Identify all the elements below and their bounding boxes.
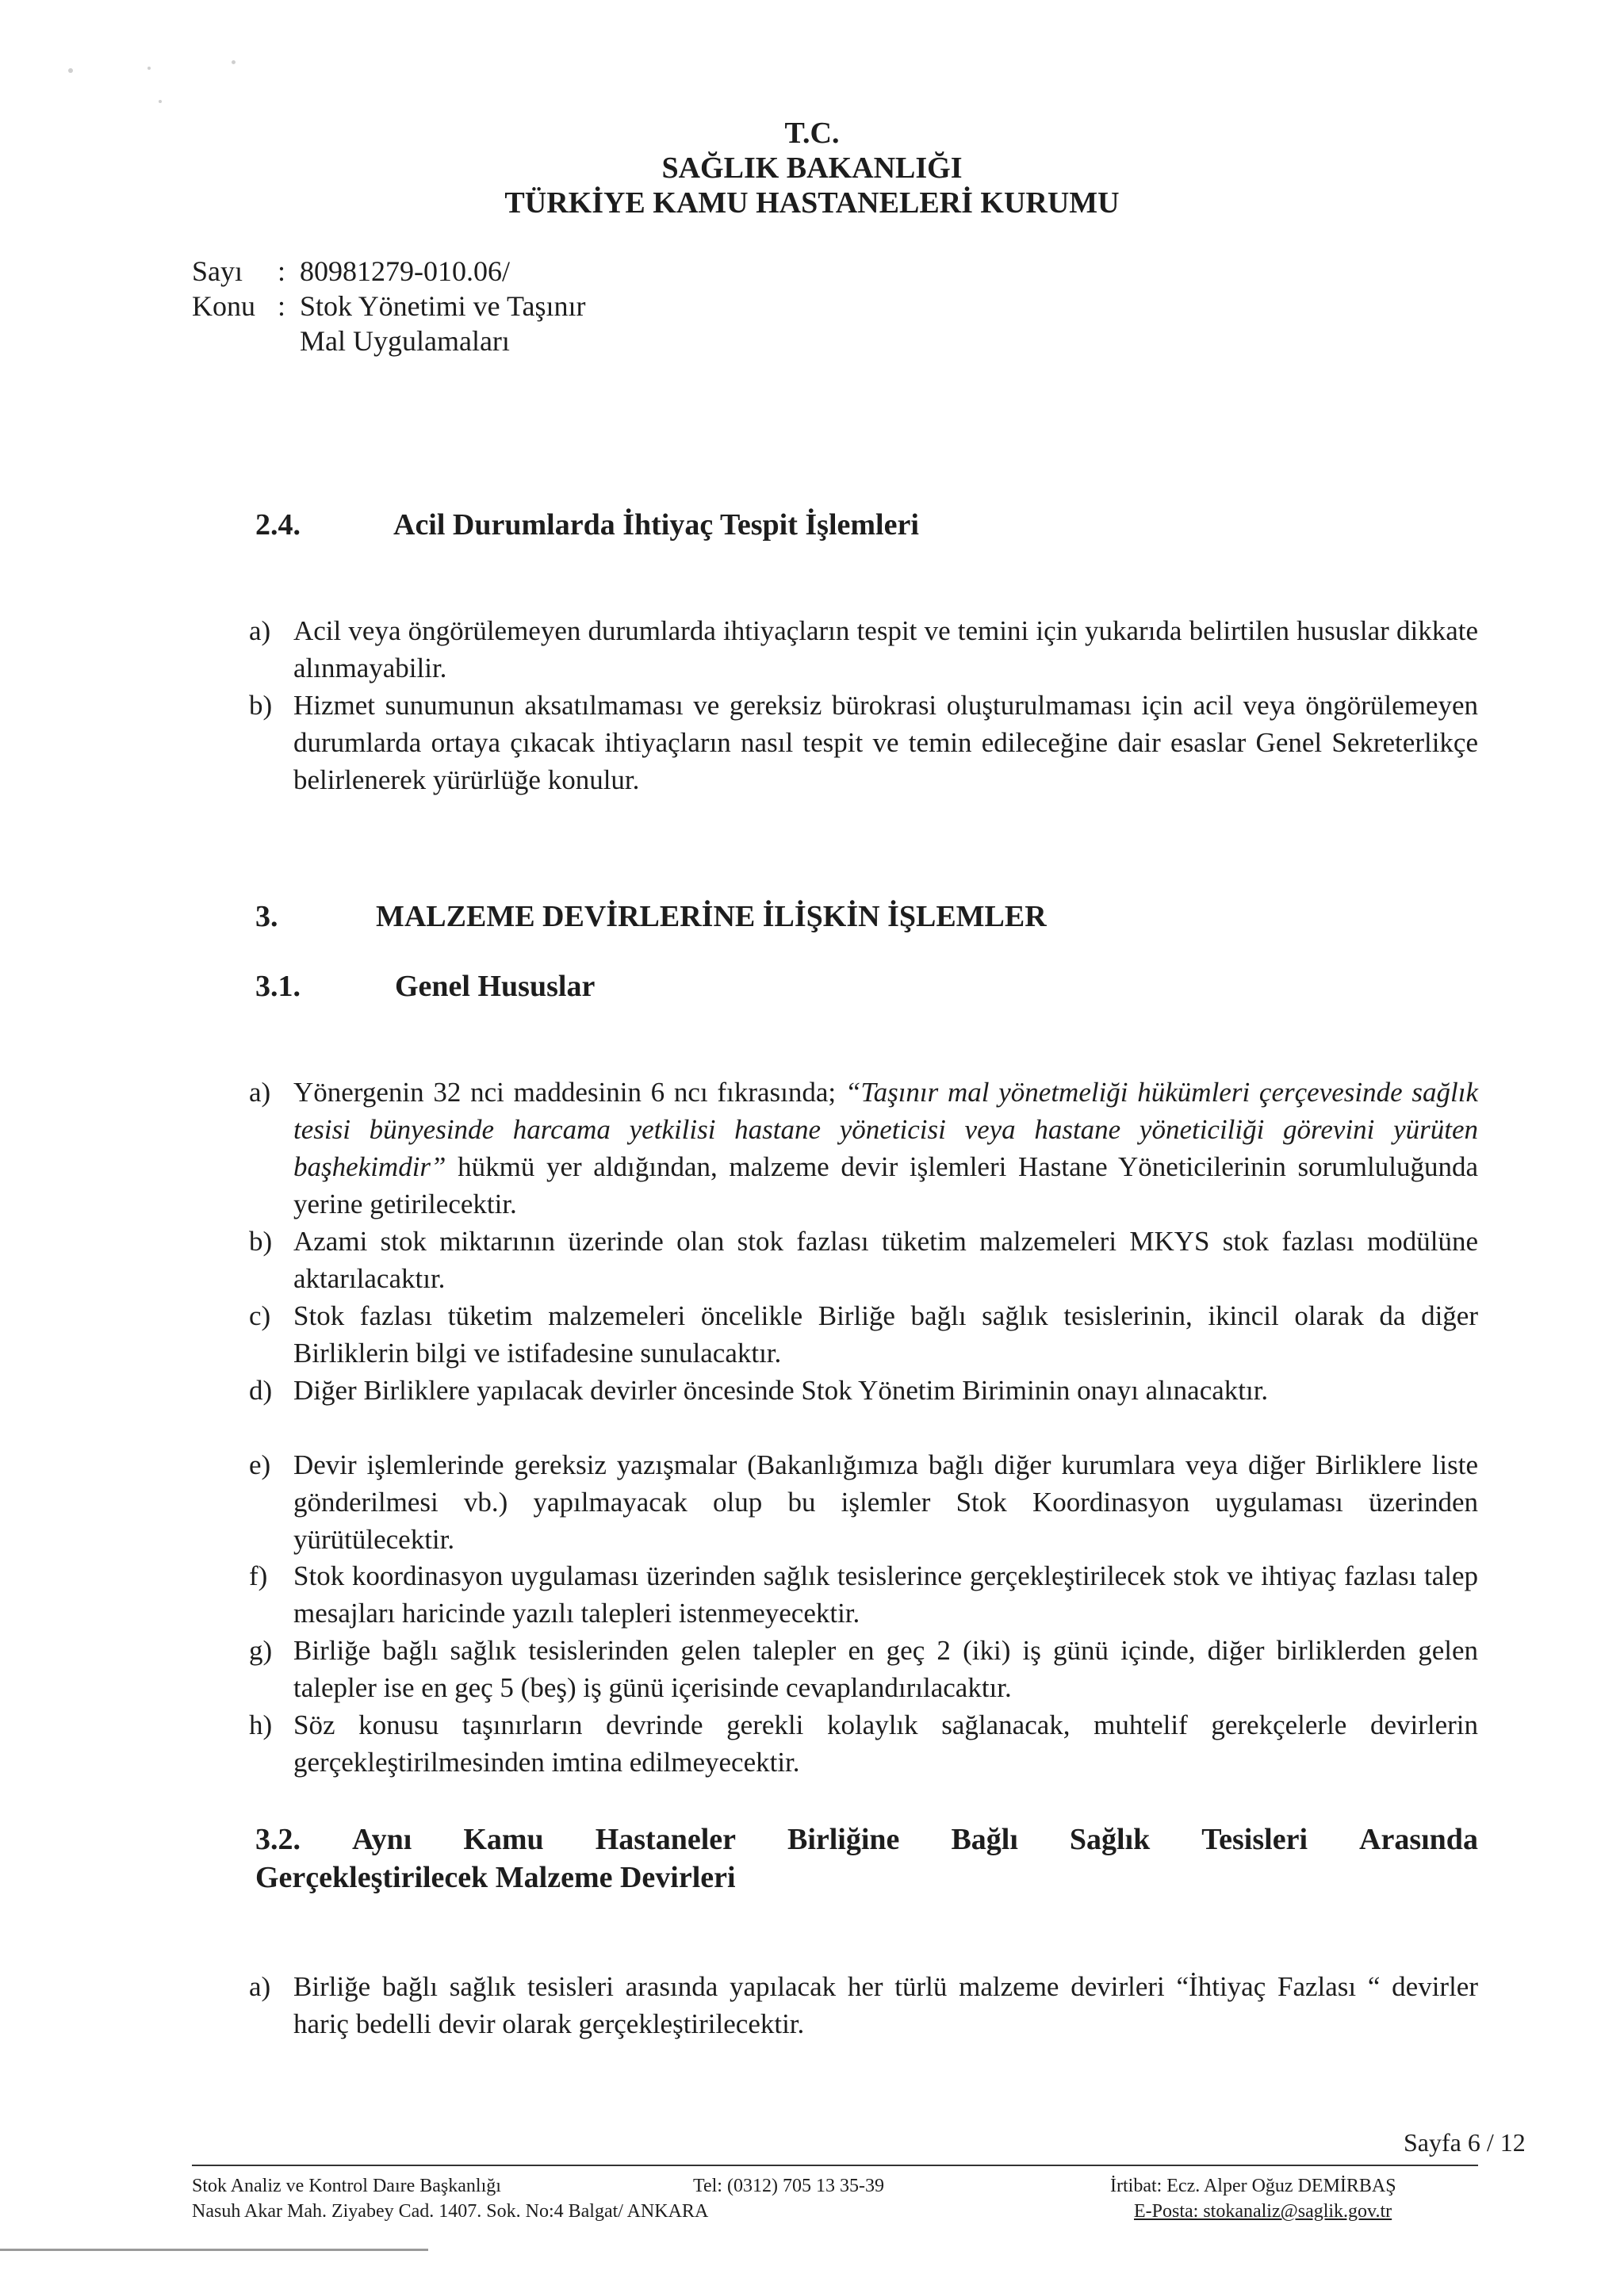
konu-row bbox=[192, 289, 585, 323]
item-quote: “Taşınır mal yönetmeliği hükümleri çerçevesinde sağlık tesisi bünyesinde harcama yetkilisi hastane yöneticisi veya hastane yöneticiliği görevini yürüten başhekimdir” bbox=[293, 1077, 1478, 1182]
section-title: MALZEME DEVİRLERİNE İLİŞKİN İŞLEMLER bbox=[376, 900, 1047, 933]
item-text: Söz konusu taşınırların devrinde gerekli kolaylık sağlanacak, muhtelif gerekçelerle devirlerin gerçekleştirilmesinden imtina edilmeyecektir. bbox=[293, 1709, 1478, 1778]
sayi-sep: : bbox=[278, 255, 286, 287]
footer-dept: Stok Analiz ve Kontrol Daıre Başkanlığı bbox=[192, 2176, 501, 2196]
item-marker: a) bbox=[249, 615, 271, 646]
section-title: Genel Hususlar bbox=[395, 970, 596, 1003]
item-text: Stok fazlası tüketim malzemeleri öncelikle Birliğe bağlı sağlık tesislerinin, ikincil olarak da diğer Birliklerin bilgi ve istifadesine sunulacaktır. bbox=[293, 1300, 1478, 1369]
konu-label: Konu bbox=[192, 290, 255, 322]
list-item bbox=[249, 1968, 1478, 2042]
footer-contact: İrtibat: Ecz. Alper Oğuz DEMİRBAŞ bbox=[1110, 2176, 1396, 2196]
item-marker: f) bbox=[249, 1560, 268, 1591]
footer-divider bbox=[192, 2165, 1478, 2166]
item-marker: b) bbox=[249, 690, 273, 721]
item-text: Hizmet sunumunun aksatılmaması ve gereksiz bürokrasi oluşturulmaması için acil veya öngörülemeyen durumlarda ortaya çıkacak ihtiyaçların nasıl tespit ve temin edileceğine dair esaslar Genel Sekreterlikçe belirlenerek yürürlüğe konulur. bbox=[293, 690, 1478, 795]
item-marker: d) bbox=[249, 1375, 273, 1406]
list-item bbox=[249, 1446, 1478, 1558]
list-item bbox=[249, 1372, 1478, 1409]
section-number: 3.1. bbox=[255, 970, 301, 1003]
sayi-label: Sayı bbox=[192, 255, 243, 287]
title-word: Aynı bbox=[352, 1823, 412, 1856]
title-word: Birliğine bbox=[787, 1823, 900, 1856]
title-word: Sağlık bbox=[1069, 1823, 1151, 1856]
konu-value-line2: Mal Uygulamaları bbox=[300, 325, 510, 357]
list-item bbox=[249, 1223, 1478, 1297]
footer-tel: Tel: (0312) 705 13 35-39 bbox=[693, 2176, 884, 2196]
header-tc: T.C. bbox=[784, 117, 840, 150]
section-3-2-heading bbox=[255, 1820, 1478, 1897]
list-item bbox=[249, 1632, 1478, 1706]
title-word: Kamu bbox=[463, 1823, 544, 1856]
section-2-4-heading bbox=[255, 507, 1365, 546]
item-marker: a) bbox=[249, 1077, 271, 1108]
header-ministry: SAĞLIK BAKANLIĞI bbox=[661, 151, 963, 185]
list-item bbox=[249, 1706, 1478, 1781]
sayi-value: 80981279-010.06/ bbox=[300, 255, 510, 287]
document-meta bbox=[192, 254, 585, 358]
item-marker: c) bbox=[249, 1300, 271, 1331]
document-header bbox=[0, 116, 1624, 220]
item-marker: g) bbox=[249, 1635, 273, 1666]
sayi-row bbox=[192, 254, 585, 289]
item-text-before: Yönergenin 32 nci maddesinin 6 ncı fıkrasında; bbox=[293, 1077, 845, 1108]
item-text-after: hükmü yer aldığından, malzeme devir işlemleri Hastane Yöneticilerinin sorumluluğunda yerine getirilecektir. bbox=[293, 1151, 1478, 1219]
list-item bbox=[249, 1557, 1478, 1632]
list-item bbox=[249, 687, 1478, 798]
section-3-heading bbox=[255, 899, 1365, 937]
title-word: Tesisleri bbox=[1201, 1823, 1308, 1856]
section-heading-line1 bbox=[255, 1820, 1478, 1859]
section-3-1-heading bbox=[255, 969, 1365, 1007]
section-heading-line2: Gerçekleştirilecek Malzeme Devirleri bbox=[255, 1861, 736, 1894]
title-word: Bağlı bbox=[951, 1823, 1018, 1856]
scan-speck bbox=[147, 67, 151, 70]
konu-row-2 bbox=[192, 323, 585, 358]
konu-value-line1: Stok Yönetimi ve Taşınır bbox=[300, 290, 586, 322]
item-text: Diğer Birliklere yapılacak devirler öncesinde Stok Yönetim Biriminin onayı alınacaktır. bbox=[293, 1375, 1269, 1406]
item-marker: e) bbox=[249, 1449, 271, 1480]
item-marker: h) bbox=[249, 1709, 273, 1740]
section-title: Acil Durumlarda İhtiyaç Tespit İşlemleri bbox=[393, 508, 919, 542]
item-marker: a) bbox=[249, 1971, 271, 2002]
section-number: 3.2. bbox=[255, 1823, 301, 1856]
header-institution: TÜRKİYE KAMU HASTANELERİ KURUMU bbox=[504, 186, 1120, 220]
scan-speck bbox=[68, 68, 73, 73]
item-text: Devir işlemlerinde gereksiz yazışmalar (Bakanlığımıza bağlı diğer kurumlara veya diğer Birliklere liste gönderilmesi vb.) yapılmayacak olup bu işlemler Stok Koordinasyon uygulaması üzerinden yürütülecektir. bbox=[293, 1449, 1478, 1555]
title-word: Hastaneler bbox=[595, 1823, 736, 1856]
section-number: 3. bbox=[255, 900, 278, 933]
konu-sep: : bbox=[278, 290, 286, 322]
footer-email[interactable]: E-Posta: stokanaliz@saglik.gov.tr bbox=[1134, 2201, 1392, 2222]
item-text: Stok koordinasyon uygulaması üzerinden sağlık tesislerince gerçekleştirilecek stok ve ihtiyaç fazlası talep mesajları haricinde yazılı talepleri istenmeyecektir. bbox=[293, 1560, 1478, 1629]
item-text bbox=[293, 1074, 1478, 1223]
scan-speck bbox=[159, 100, 162, 103]
item-marker: b) bbox=[249, 1226, 273, 1257]
title-word: Arasında bbox=[1359, 1823, 1478, 1856]
item-text: Azami stok miktarının üzerinde olan stok fazlası tüketim malzemeleri MKYS stok fazlası modülüne aktarılacaktır. bbox=[293, 1226, 1478, 1294]
list-item bbox=[249, 612, 1478, 687]
item-text: Birliğe bağlı sağlık tesislerinden gelen talepler en geç 2 (iki) iş günü içinde, diğer birliklerden gelen talepler ise en geç 5 (beş) iş günü içerisinde cevaplandırılacaktır. bbox=[293, 1635, 1478, 1703]
section-number: 2.4. bbox=[255, 508, 301, 542]
item-text: Birliğe bağlı sağlık tesisleri arasında yapılacak her türlü malzeme devirleri “İhtiyaç Fazlası “ devirler hariç bedelli devir olarak gerçekleştirilecektir. bbox=[293, 1971, 1478, 2039]
page-number: Sayfa 6 / 12 bbox=[1404, 2128, 1526, 2157]
scan-artifact-line bbox=[0, 2249, 428, 2251]
list-item bbox=[249, 1074, 1478, 1223]
item-text: Acil veya öngörülemeyen durumlarda ihtiyaçların tespit ve temini için yukarıda belirtilen hususlar dikkate alınmayabilir. bbox=[293, 615, 1478, 683]
footer-address: Nasuh Akar Mah. Ziyabey Cad. 1407. Sok. No:4 Balgat/ ANKARA bbox=[192, 2201, 709, 2222]
scan-speck bbox=[232, 60, 236, 64]
list-item bbox=[249, 1297, 1478, 1372]
